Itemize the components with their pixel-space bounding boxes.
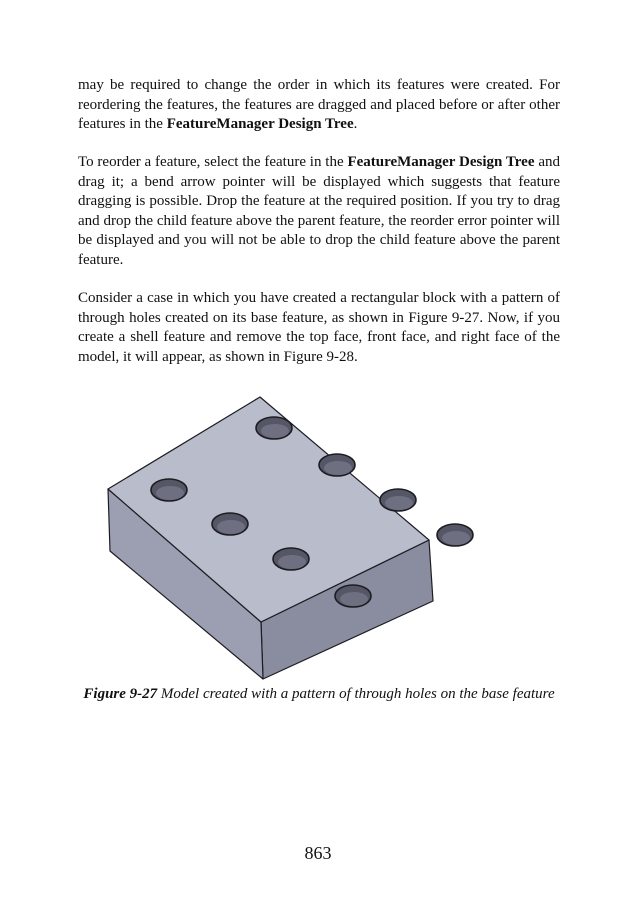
through-hole xyxy=(212,513,248,535)
figure-caption-text: Model created with a pattern of through holes on the base feature xyxy=(157,686,555,702)
paragraph-1-text: may be required to change the order in which its features were created. For reordering the features, the features are dragged and placed before or after other features in the xyxy=(78,77,560,133)
figure-label: Figure 9-27 xyxy=(83,686,158,702)
figure-9-27-model xyxy=(100,390,540,680)
block-model-illustration xyxy=(100,390,540,680)
through-hole xyxy=(151,479,187,501)
through-hole xyxy=(380,489,416,511)
paragraph-1-bold-term: FeatureManager Design Tree xyxy=(166,116,354,133)
through-hole xyxy=(437,524,473,546)
through-hole xyxy=(319,454,355,476)
paragraph-2-text: To reorder a feature, select the feature in the xyxy=(78,154,348,170)
paragraph-3-text: Consider a case in which you have created a rectangular block with a pattern of through holes created on its base feature, as shown in Figure 9-27. Now, if you create a shell feature and remove the top face, front face, and right face of the model, it will appear, as shown in Figure 9-28. xyxy=(78,290,560,365)
paragraph-2-bold-term: FeatureManager Design Tree xyxy=(347,154,535,170)
paragraph-3 xyxy=(78,289,560,367)
paragraph-2 xyxy=(78,153,560,271)
paragraph-2-text-end: and drag it; a bend arrow pointer will be displayed which suggests that feature dragging is possible. Drop the feature at the required position. If you try to drag and drop the child feature above the parent feature, the reorder error pointer will be displayed and you will not be able to drop the child feature above the parent feature. xyxy=(78,154,560,268)
through-hole xyxy=(335,585,371,607)
paragraph-1-text-end: . xyxy=(353,116,358,133)
figure-caption xyxy=(78,684,560,704)
paragraph-1 xyxy=(78,76,560,135)
through-hole xyxy=(273,548,309,570)
page-number: 863 xyxy=(304,843,332,863)
through-hole xyxy=(256,417,292,439)
